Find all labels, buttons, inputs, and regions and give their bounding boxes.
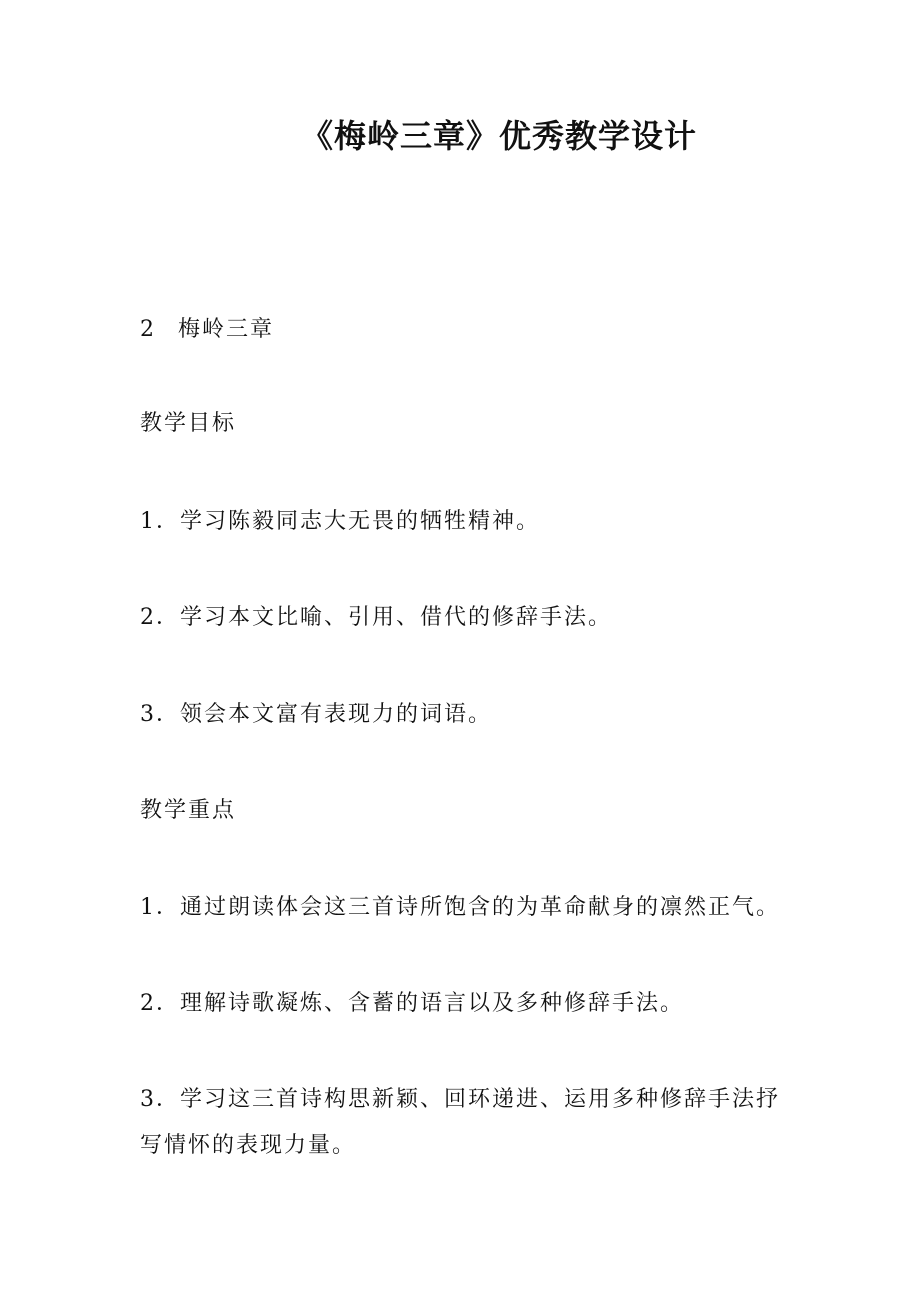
- section-heading-objectives: 教学目标: [140, 411, 237, 436]
- section-heading-key-points: 教学重点: [140, 798, 237, 823]
- lesson-heading: [140, 312, 274, 348]
- objective-item-2: [140, 600, 612, 636]
- key-point-item-1: [140, 890, 780, 926]
- list-text: 学习本文比喻、引用、借代的修辞手法。: [180, 605, 613, 630]
- list-number: 2．: [140, 605, 180, 630]
- list-number: 1．: [140, 509, 180, 534]
- document-title: 《梅岭三章》优秀教学设计: [300, 117, 697, 155]
- list-text: 学习陈毅同志大无畏的牺牲精神。: [180, 509, 541, 534]
- list-text: 理解诗歌凝炼、含蓄的语言以及多种修辞手法。: [180, 991, 685, 1016]
- key-point-item-3: [140, 1077, 800, 1169]
- lesson-name: 梅岭三章: [178, 317, 275, 342]
- objective-item-1: [140, 504, 540, 540]
- list-number: 1．: [140, 895, 180, 920]
- list-number: 2．: [140, 991, 180, 1016]
- lesson-number: 2: [140, 317, 156, 342]
- key-point-item-2: [140, 986, 684, 1022]
- list-number: 3．: [140, 702, 180, 727]
- list-text: 学习这三首诗构思新颖、回环递进、运用多种修辞手法抒写情怀的表现力量。: [140, 1087, 781, 1158]
- list-text: 领会本文富有表现力的词语。: [180, 702, 493, 727]
- list-number: 3．: [140, 1087, 180, 1112]
- list-text: 通过朗读体会这三首诗所饱含的为革命献身的凛然正气。: [180, 895, 781, 920]
- objective-item-3: [140, 697, 492, 733]
